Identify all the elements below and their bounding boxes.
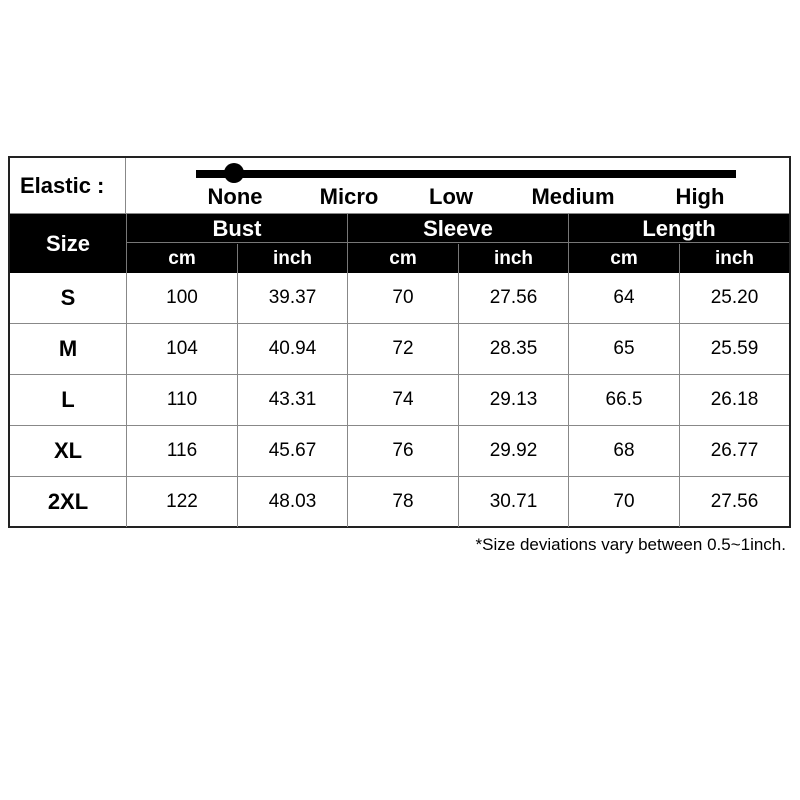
bust-inch-cell: 45.67 bbox=[238, 426, 348, 476]
table-row bbox=[10, 375, 789, 426]
size-cell: XL bbox=[10, 426, 127, 476]
sleeve-inch-cell: 27.56 bbox=[459, 273, 569, 323]
bust-inch-cell: 48.03 bbox=[238, 477, 348, 527]
table-row bbox=[10, 426, 789, 477]
bust-cm-cell: 110 bbox=[127, 375, 238, 425]
sleeve-cm-cell: 72 bbox=[348, 324, 459, 374]
size-chart-table bbox=[8, 156, 791, 528]
bust-group-header: Bust bbox=[127, 214, 347, 243]
length-cm-cell: 66.5 bbox=[569, 375, 680, 425]
sleeve-group-header: Sleeve bbox=[348, 214, 568, 243]
unit-header-inch: inch bbox=[493, 248, 534, 269]
length-inch-cell: 25.20 bbox=[710, 287, 759, 308]
table-row bbox=[10, 477, 789, 528]
elastic-level-micro: Micro bbox=[319, 184, 379, 209]
size-cell: 2XL bbox=[10, 477, 127, 527]
size-column-header: Size bbox=[45, 231, 91, 256]
sleeve-cm-cell: 78 bbox=[348, 477, 459, 527]
sleeve-inch-cell: 29.13 bbox=[459, 375, 569, 425]
bust-cm-cell: 122 bbox=[127, 477, 238, 527]
length-inch-cell: 26.77 bbox=[710, 440, 759, 461]
bust-cm-cell: 100 bbox=[127, 273, 238, 323]
table-header bbox=[10, 214, 789, 273]
length-inch-cell: 25.59 bbox=[710, 338, 759, 359]
bust-inch-cell: 43.31 bbox=[238, 375, 348, 425]
bust-inch-cell: 40.94 bbox=[238, 324, 348, 374]
size-cell: S bbox=[10, 273, 127, 323]
length-inch-cell: 26.18 bbox=[710, 389, 759, 410]
elastic-label: Elastic : bbox=[10, 158, 126, 214]
sleeve-cm-cell: 76 bbox=[348, 426, 459, 476]
sleeve-inch-cell: 30.71 bbox=[459, 477, 569, 527]
elastic-level-none: None bbox=[207, 184, 263, 209]
length-cm-cell: 70 bbox=[569, 477, 680, 527]
bust-cm-cell: 104 bbox=[127, 324, 238, 374]
bust-cm-cell: 116 bbox=[127, 426, 238, 476]
table-row bbox=[10, 324, 789, 375]
elastic-row bbox=[10, 158, 789, 214]
length-inch-cell: 27.56 bbox=[710, 491, 759, 512]
elastic-scale-bar bbox=[196, 170, 736, 178]
sleeve-cm-cell: 70 bbox=[348, 273, 459, 323]
size-deviation-note: *Size deviations vary between 0.5~1inch. bbox=[475, 535, 786, 554]
unit-header-inch: inch bbox=[272, 248, 313, 269]
table-row bbox=[10, 273, 789, 324]
elastic-level-medium: Medium bbox=[531, 184, 615, 209]
bust-inch-cell: 39.37 bbox=[238, 273, 348, 323]
sleeve-inch-cell: 29.92 bbox=[459, 426, 569, 476]
table-body bbox=[10, 273, 789, 526]
unit-header-cm: cm bbox=[168, 248, 196, 269]
size-cell: L bbox=[10, 375, 127, 425]
elastic-level-high: High bbox=[675, 184, 725, 209]
length-cm-cell: 65 bbox=[569, 324, 680, 374]
length-group-header: Length bbox=[569, 214, 789, 243]
elastic-level-low: Low bbox=[429, 184, 473, 209]
elastic-indicator-dot bbox=[224, 163, 244, 183]
sleeve-inch-cell: 28.35 bbox=[459, 324, 569, 374]
length-cm-cell: 64 bbox=[569, 273, 680, 323]
sleeve-cm-cell: 74 bbox=[348, 375, 459, 425]
unit-header-inch: inch bbox=[714, 248, 755, 269]
unit-header-cm: cm bbox=[389, 248, 417, 269]
unit-header-cm: cm bbox=[610, 248, 638, 269]
size-cell: M bbox=[10, 324, 127, 374]
length-cm-cell: 68 bbox=[569, 426, 680, 476]
